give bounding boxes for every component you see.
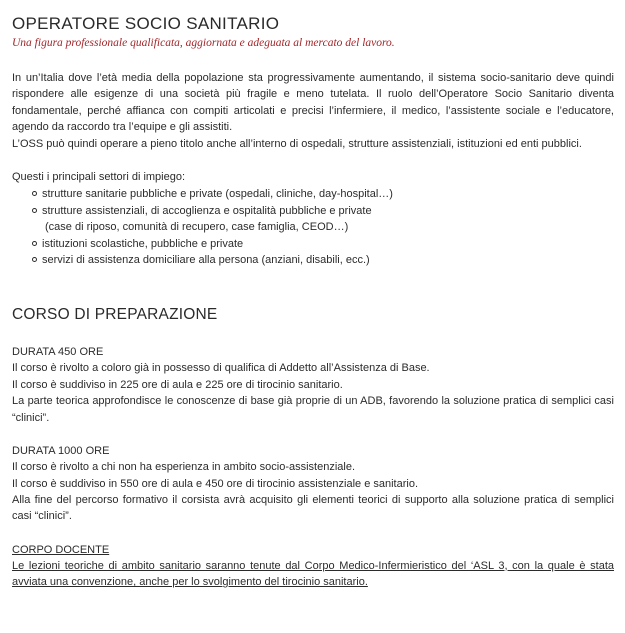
course-section-title: CORSO DI PREPARAZIONE	[12, 306, 218, 324]
list-item-text: strutture assistenziali, di accoglienza e ospitalità pubbliche e private	[42, 204, 372, 217]
circle-bullet-icon	[32, 191, 37, 196]
circle-bullet-icon	[32, 257, 37, 262]
intro-oss-line: L’OSS può quindi operare a pieno titolo anche all’interno di ospedali, strutture assistenziali, istituzioni ed enti pubblici.	[12, 137, 582, 150]
sectors-lead: Questi i principali settori di impiego:	[12, 171, 186, 184]
page-title: OPERATORE SOCIO SANITARIO	[12, 14, 280, 33]
list-item-text: servizi di assistenza domiciliare alla persona (anziani, disabili, ecc.)	[42, 254, 370, 267]
durata-1000-line-2: Il corso è suddiviso in 550 ore di aula e 450 ore di tirocinio assistenziale e sanitario.	[12, 477, 419, 490]
list-item-text: istituzioni scolastiche, pubbliche e private	[42, 237, 244, 250]
list-item	[32, 252, 614, 268]
durata-1000-line-1: Il corso è rivolto a chi non ha esperienza in ambito socio-assistenziale.	[12, 461, 356, 474]
corpo-docente-title: CORPO DOCENTE	[12, 543, 110, 556]
circle-bullet-icon	[32, 208, 37, 213]
list-item-text: strutture sanitarie pubbliche e private (ospedali, cliniche, day-hospital…)	[42, 188, 393, 201]
list-item-continuation: (case di riposo, comunità di recupero, case famiglia, CEOD…)	[45, 221, 349, 234]
document-page	[12, 13, 614, 591]
durata-450-line-3: La parte teorica approfondisce le conoscenze di base già proprie di un ADB, favorendo la soluzione pratica di semplici casi “clinici”.	[12, 395, 614, 424]
list-item	[32, 236, 614, 252]
durata-1000-title: DURATA 1000 ORE	[12, 445, 110, 458]
intro-paragraph: In un’Italia dove l’età media della popolazione sta progressivamente aumentando, il sistema socio-sanitario deve quindi rispondere alle esigenze di una società più fragile e meno tutelata. Il ruolo dell’Operatore Socio Sanitario diventa fondamentale, perché affianca con compiti articolati e precisi l’infermiere, il medico, l’assistente sociale e l’educatore, agendo da raccordo tra l’equipe e gli assistiti.	[12, 72, 614, 134]
page-subtitle: Una figura professionale qualificata, aggiornata e adeguata al mercato del lavoro.	[12, 37, 395, 49]
durata-450-line-1: Il corso è rivolto a coloro già in possesso di qualifica di Addetto all’Assistenza di Base.	[12, 362, 430, 375]
list-item	[32, 186, 614, 202]
durata-450-line-2: Il corso è suddiviso in 225 ore di aula e 225 ore di tirocinio sanitario.	[12, 378, 343, 391]
durata-450-title: DURATA 450 ORE	[12, 346, 104, 359]
circle-bullet-icon	[32, 241, 37, 246]
sectors-list	[12, 186, 614, 268]
list-item	[32, 203, 614, 236]
durata-1000-line-3: Alla fine del percorso formativo il corsista avrà acquisito gli elementi teorici di supporto alla soluzione pratica di semplici casi “clinici”.	[12, 493, 614, 523]
corpo-docente-text: Le lezioni teoriche di ambito sanitario saranno tenute dal Corpo Medico-Infermieristico del ‘ASL 3, con la quale è stata avviata una convenzione, anche per lo svolgimento del tirocinio sanitario.	[12, 559, 614, 589]
